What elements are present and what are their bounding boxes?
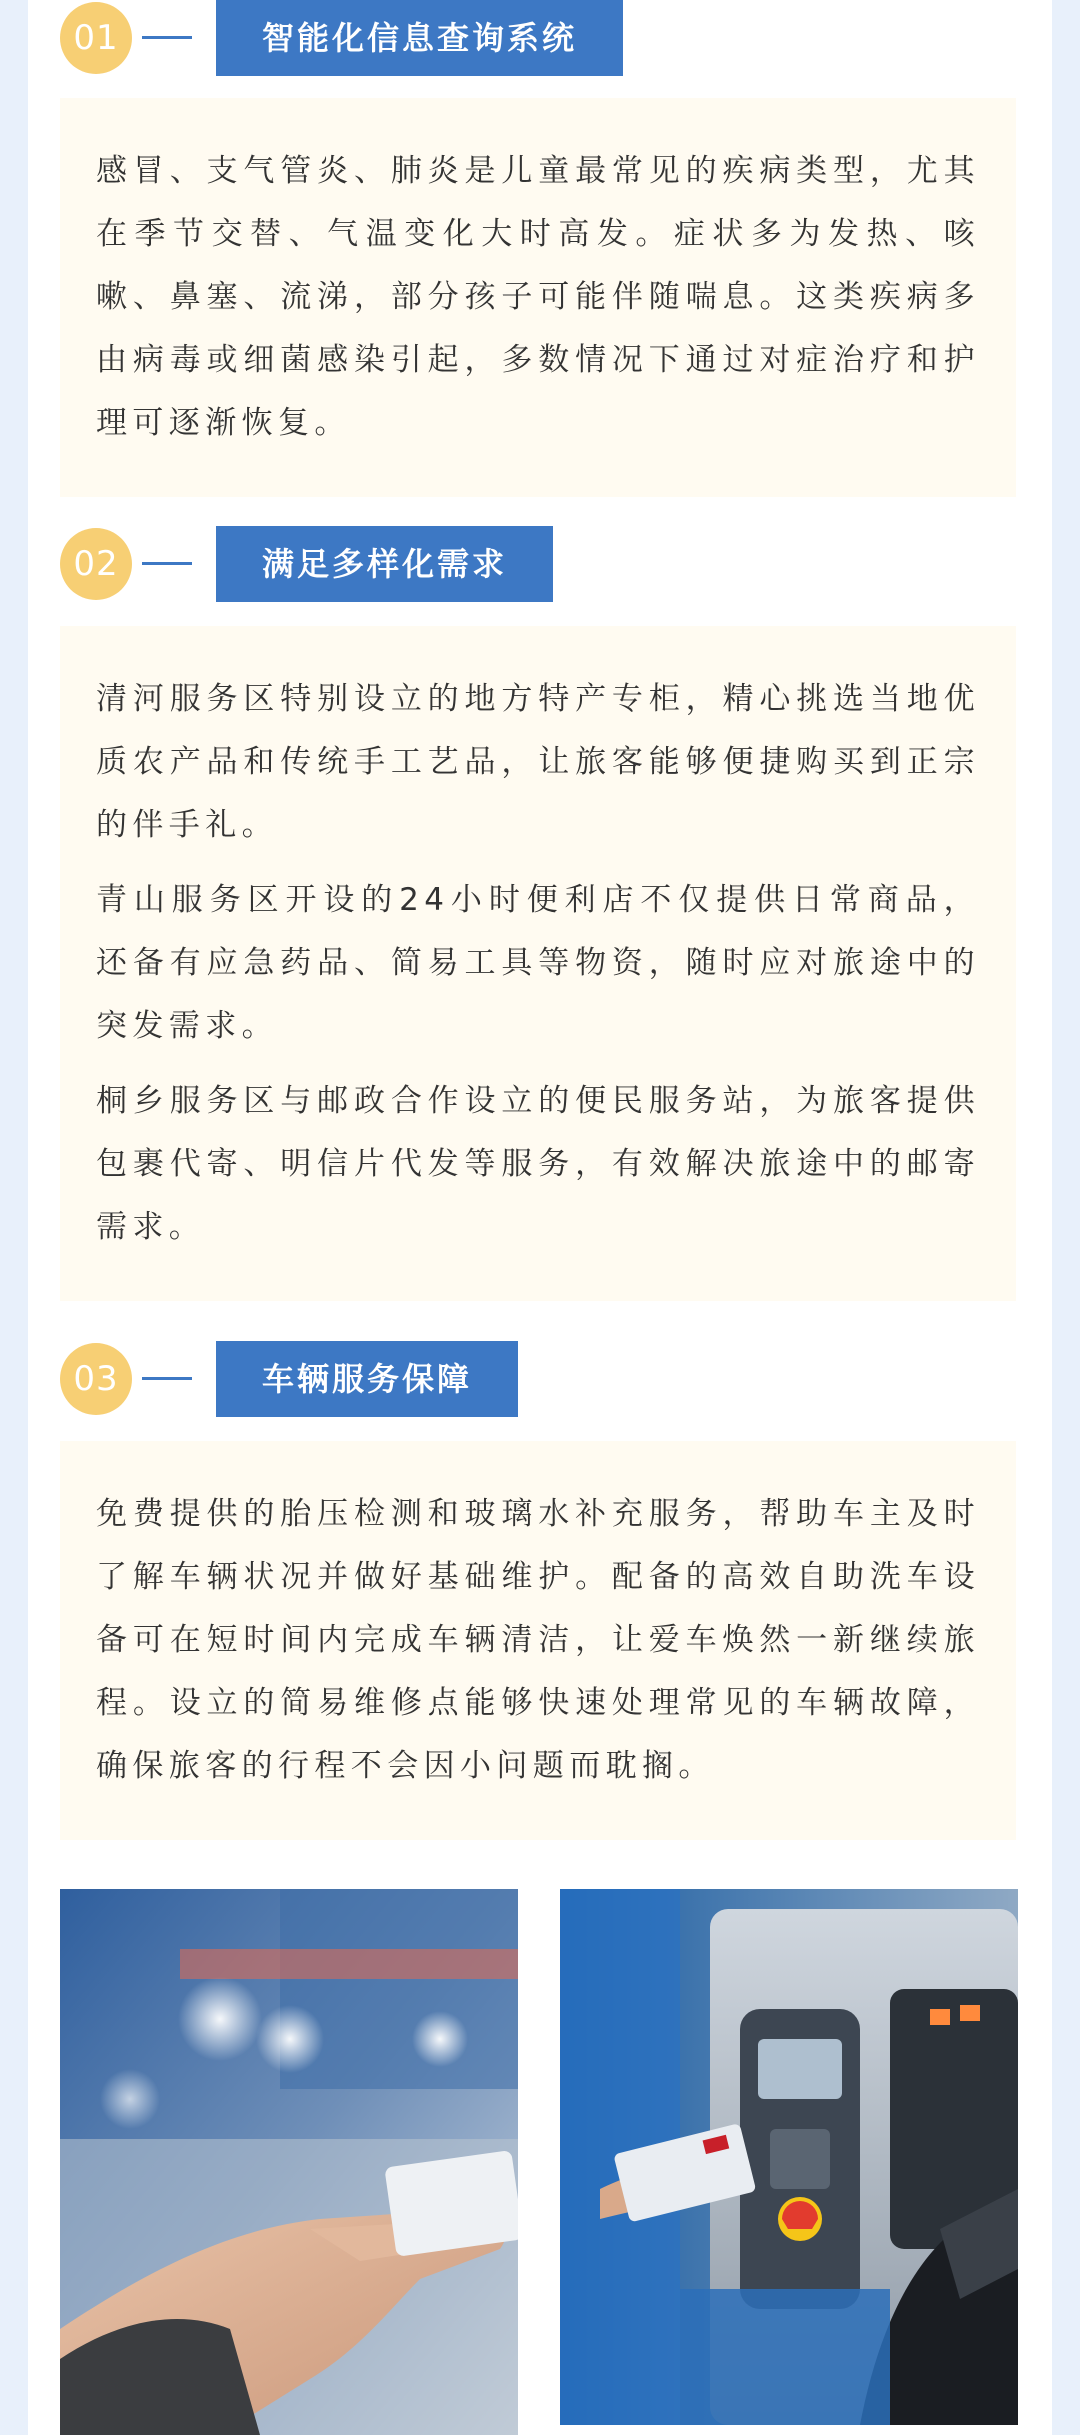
section-number-badge: 02 [60, 528, 132, 600]
section-header-1 [60, 0, 960, 80]
header-connector-line [142, 36, 192, 39]
section-title: 智能化信息查询系统 [216, 0, 623, 76]
section-paragraph: 青山服务区开设的24小时便利店不仅提供日常商品，还备有应急药品、简易工具等物资，随时应对旅途中的突发需求。 [96, 882, 980, 1044]
section-header-3 [60, 1341, 960, 1421]
section-card-3 [60, 1441, 1016, 1840]
section-card-2 [60, 626, 1016, 1301]
section-paragraph: 感冒、支气管炎、肺炎是儿童最常见的疾病类型，尤其在季节交替、气温变化大时高发。症状多为发热、咳嗽、鼻塞、流涕，部分孩子可能伴随喘息。这类疾病多由病毒或细菌感染引起，多数情况下通过对症治疗和护理可逐渐恢复。 [96, 153, 980, 441]
section-paragraph: 清河服务区特别设立的地方特产专柜，精心挑选当地优质农产品和传统手工艺品，让旅客能够便捷购买到正宗的伴手礼。 [96, 681, 980, 843]
header-connector-line [142, 562, 192, 565]
header-connector-line [142, 1377, 192, 1380]
section-paragraph: 桐乡服务区与邮政合作设立的便民服务站，为旅客提供包裹代寄、明信片代发等服务，有效解决旅途中的邮寄需求。 [96, 1083, 980, 1245]
article-page [28, 0, 1052, 2435]
section-paragraph: 免费提供的胎压检测和玻璃水补充服务，帮助车主及时了解车辆状况并做好基础维护。配备的高效自助洗车设备可在短时间内完成车辆清洁，让爱车焕然一新继续旅程。设立的简易维修点能够快速处理常见的车辆故障，确保旅客的行程不会因小问题而耽搁。 [96, 1496, 980, 1784]
section-number-badge: 03 [60, 1343, 132, 1415]
section-number-badge: 01 [60, 2, 132, 74]
photo-fuel-pump [560, 1889, 1018, 2425]
photo-hand-card [60, 1889, 518, 2435]
section-header-2 [60, 526, 960, 606]
section-card-1 [60, 98, 1016, 497]
section-title: 满足多样化需求 [216, 526, 553, 602]
section-title: 车辆服务保障 [216, 1341, 518, 1417]
